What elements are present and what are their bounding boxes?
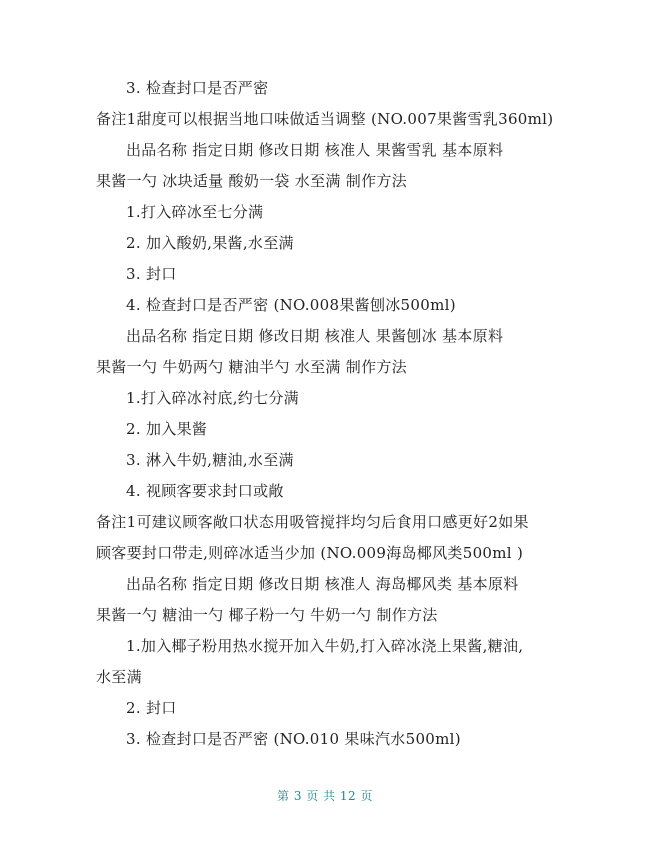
text-line: 备注1可建议顾客敞口状态用吸管搅拌均匀后食用口感更好2如果 [96, 513, 529, 531]
text-line: 3. 检查封口是否严密 [126, 79, 269, 97]
text-line: 1.加入椰子粉用热水搅开加入牛奶,打入碎冰浇上果酱,糖油, [126, 637, 524, 655]
text-line: 果酱一勺 冰块适量 酸奶一袋 水至满 制作方法 [96, 172, 407, 190]
text-line: 出品名称 指定日期 修改日期 核准人 果酱刨冰 基本原料 [126, 327, 504, 345]
text-line: 水至满 [96, 668, 142, 686]
text-line: 4. 视顾客要求封口或敞 [126, 482, 284, 500]
text-line: 果酱一勺 牛奶两勺 糖油半勺 水至满 制作方法 [96, 358, 407, 376]
text-line: 2. 封口 [126, 699, 177, 717]
text-line: 3. 封口 [126, 265, 177, 283]
text-line: 2. 加入酸奶,果酱,水至满 [126, 234, 294, 252]
text-line: 备注1甜度可以根据当地口味做适当调整 (NO.007果酱雪乳360ml) [96, 110, 554, 128]
text-line: 2. 加入果酱 [126, 420, 208, 438]
text-line: 3. 淋入牛奶,糖油,水至满 [126, 451, 294, 469]
text-line: 3. 检查封口是否严密 (NO.010 果味汽水500ml) [126, 730, 461, 748]
text-line: 1.打入碎冰衬底,约七分满 [126, 389, 299, 407]
text-line: 出品名称 指定日期 修改日期 核准人 海岛椰风类 基本原料 [126, 575, 519, 593]
page-number-footer: 第 3 页 共 12 页 [277, 789, 373, 803]
text-line: 1.打入碎冰至七分满 [126, 203, 264, 221]
text-line: 4. 检查封口是否严密 (NO.008果酱刨冰500ml) [126, 296, 456, 314]
text-line: 出品名称 指定日期 修改日期 核准人 果酱雪乳 基本原料 [126, 141, 504, 159]
text-line: 顾客要封口带走,则碎冰适当少加 (NO.009海岛椰风类500ml ) [96, 544, 524, 562]
text-line: 果酱一勺 糖油一勺 椰子粉一勺 牛奶一勺 制作方法 [96, 606, 438, 624]
